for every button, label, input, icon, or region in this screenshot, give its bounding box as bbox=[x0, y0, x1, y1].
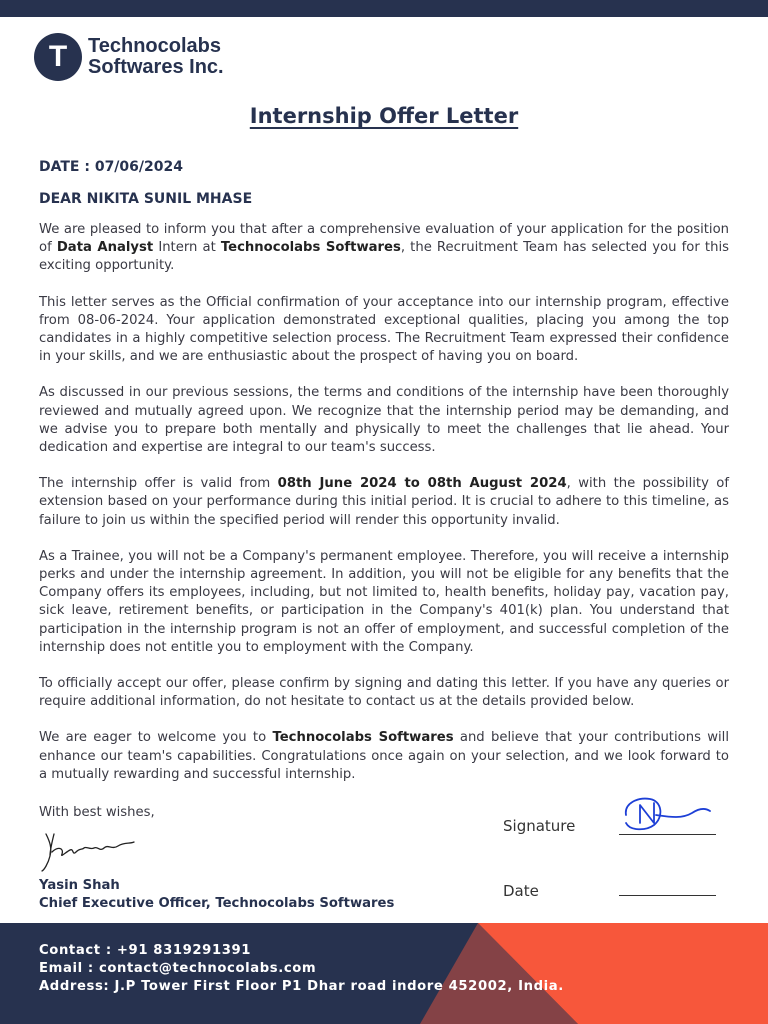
p1-company: Technocolabs Softwares bbox=[220, 240, 401, 256]
logo-name-line2: Softwares Inc. bbox=[88, 56, 224, 78]
p4-text-a: The internship offer is valid from bbox=[39, 476, 278, 492]
date-line bbox=[619, 895, 716, 896]
paragraph-3: As discussed in our previous sessions, the terms and conditions of the internship have been thoroughly reviewed and mutually agreed upon. We recognize that the internship period may be demanding, and we advise you to prepare both mentally and physically to meet the challenges that lie ahead. Your dedication and expertise are integral to our team's success. bbox=[39, 385, 729, 456]
top-bar bbox=[0, 0, 768, 17]
footer-address: Address: J.P Tower First Floor P1 Dhar road indore 452002, India. bbox=[39, 979, 564, 994]
p4-period: 08th June 2024 to 08th August 2024 bbox=[277, 476, 567, 492]
paragraph-1 bbox=[39, 221, 729, 276]
logo-mark: T bbox=[34, 33, 82, 81]
paragraph-7 bbox=[39, 729, 729, 784]
p4-text-b: , with the possibility of extension based on your performance during this initial period. It is crucial to adhere to this timeline, as failure to join us within the specified period will render this opportunity invalid. bbox=[39, 476, 729, 528]
salutation: DEAR NIKITA SUNIL MHASE bbox=[39, 191, 253, 207]
closing: With best wishes, bbox=[39, 805, 155, 820]
p1-text-b: Intern at bbox=[153, 240, 221, 256]
company-logo bbox=[34, 33, 224, 81]
p7-text-b: and believe that your contributions will enhance our team's capabilities. Congratulations once again on your selection, and we look forward to a mutually rewarding and successful internship. bbox=[39, 730, 730, 782]
letter-body bbox=[39, 221, 729, 802]
date-label: Date bbox=[503, 882, 539, 900]
letter-date: DATE : 07/06/2024 bbox=[39, 159, 183, 175]
logo-name-line1: Technocolabs bbox=[88, 35, 221, 57]
ceo-signature bbox=[38, 828, 138, 878]
paragraph-6: To officially accept our offer, please confirm by signing and dating this letter. If you have any queries or require additional information, do not hesitate to contact us at the details provided below. bbox=[39, 676, 729, 710]
p1-text-a: We are pleased to inform you that after a comprehensive evaluation of your application for the position of bbox=[39, 222, 729, 256]
paragraph-4 bbox=[39, 475, 729, 530]
p7-text-a: We are eager to welcome you to bbox=[39, 730, 273, 746]
footer-contact-block bbox=[39, 942, 564, 996]
p7-company: Technocolabs Softwares bbox=[272, 730, 454, 746]
paragraph-5: As a Trainee, you will not be a Company's permanent employee. Therefore, you will receive a internship perks and under the internship agreement. In addition, you will not be eligible for any benefits that the Company offers its employees, including, but not limited to, health benefits, holiday pay, vacation pay, sick leave, retirement benefits, or participation in the Company's 401(k) plan. You understand that participation in the internship program is not an offer of employment, and successful completion of the internship does not entitle you to employment with the Company. bbox=[39, 548, 729, 655]
logo-text bbox=[88, 36, 224, 78]
signer-name: Yasin Shah bbox=[39, 878, 120, 893]
p1-role: Data Analyst bbox=[56, 240, 154, 256]
footer bbox=[0, 923, 768, 1024]
paragraph-2: This letter serves as the Official confirmation of your acceptance into our internship program, effective from 08-06-2024. Your application demonstrated exceptional qualities, placing you among the top candidates in a highly competitive selection process. The Recruitment Team expressed their confidence in your skills, and we are enthusiastic about the prospect of having you on board. bbox=[39, 294, 729, 365]
footer-phone: Contact : +91 8319291391 bbox=[39, 943, 252, 958]
signer-title: Chief Executive Officer, Technocolabs Softwares bbox=[39, 896, 395, 911]
signature-label: Signature bbox=[503, 817, 576, 835]
letter-title: Internship Offer Letter bbox=[249, 104, 519, 128]
footer-email: Email : contact@technocolabs.com bbox=[39, 961, 317, 976]
candidate-signature bbox=[620, 793, 716, 843]
signature-line bbox=[619, 834, 716, 835]
p1-text-c: , the Recruitment Team has selected you for this exciting opportunity. bbox=[39, 240, 729, 274]
